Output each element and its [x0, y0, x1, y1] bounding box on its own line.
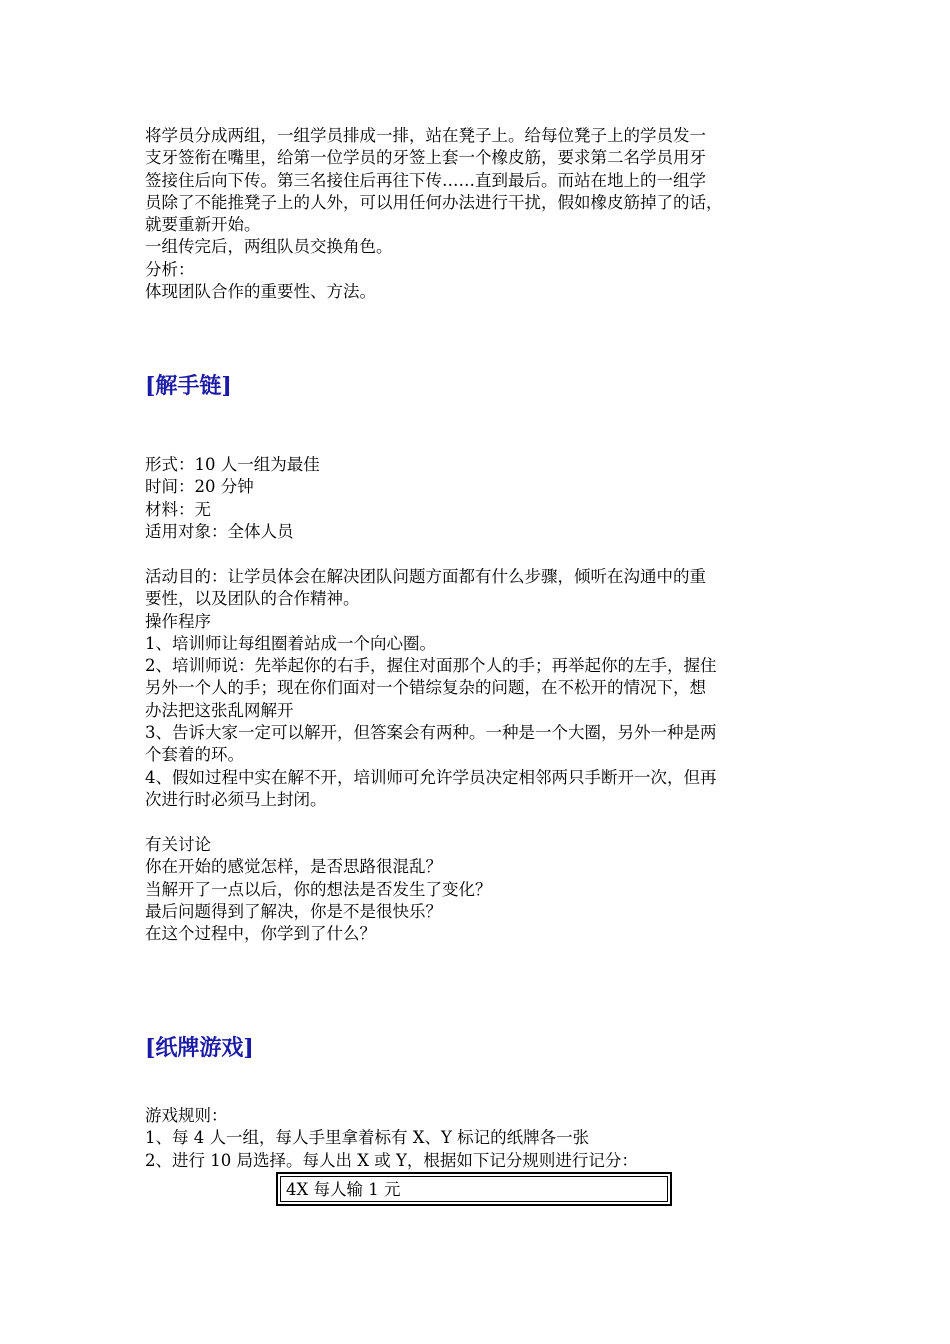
- procedure-line: 另外一个人的手；现在你们面对一个错综复杂的问题，在不松开的情况下，想: [145, 678, 706, 698]
- procedure-line: 2、培训师说：先举起你的右手，握住对面那个人的手；再举起你的左手，握住: [145, 656, 717, 676]
- rules-line: 2、进行 10 局选择。每人出 X 或 Y，根据如下记分规则进行记分：: [145, 1150, 638, 1170]
- procedure-line: 1、培训师让每组圈着站成一个向心圈。: [145, 633, 436, 653]
- procedure-line: 3、告诉大家一定可以解开，但答案会有两种。一种是一个大圈，另外一种是两: [145, 723, 717, 743]
- intro-line: 员除了不能推凳子上的人外，可以用任何办法进行干扰，假如橡皮筋掉了的话，: [145, 192, 723, 212]
- section-heading-untangle: [解手链]: [145, 373, 232, 399]
- intro-line: 分析：: [145, 259, 195, 279]
- intro-line: 就要重新开始。: [145, 215, 261, 235]
- section-heading-card-game: [纸牌游戏]: [145, 1035, 254, 1061]
- intro-line: 一组传完后，两组队员交换角色。: [145, 237, 393, 257]
- rules-line: 1、每 4 人一组，每人手里拿着标有 X、Y 标记的纸牌各一张: [145, 1128, 590, 1148]
- intro-line: 体现团队合作的重要性、方法。: [145, 282, 376, 302]
- untangle-info: [145, 454, 835, 543]
- rules-line: 游戏规则：: [145, 1106, 228, 1125]
- untangle-procedure: [145, 566, 835, 811]
- intro-line: 支牙签衔在嘴里，给第一位学员的牙签上套一个橡皮筋，要求第二名学员用牙: [145, 148, 706, 168]
- info-line: 时间：20 分钟: [145, 477, 254, 497]
- card-game-rules: [145, 1105, 835, 1172]
- score-table: [276, 1172, 672, 1206]
- info-line: 形式：10 人一组为最佳: [145, 455, 320, 474]
- procedure-line: 次进行时必须马上封闭。: [145, 789, 327, 809]
- intro-line: 签接住后向下传。第三名接住后再往下传……直到最后。而站在地上的一组学: [145, 170, 706, 190]
- procedure-line: 个套着的环。: [145, 745, 244, 765]
- procedure-line: 要性，以及团队的合作精神。: [145, 589, 360, 609]
- discussion-line: 在这个过程中，你学到了什么？: [145, 924, 376, 944]
- intro-paragraph: [145, 125, 835, 303]
- discussion-line: 有关讨论: [145, 835, 211, 854]
- procedure-line: 办法把这张乱网解开: [145, 700, 294, 720]
- score-table-cell: 4X 每人输 1 元: [280, 1176, 668, 1202]
- procedure-line: 操作程序: [145, 611, 211, 631]
- discussion-line: 当解开了一点以后，你的想法是否发生了变化？: [145, 879, 492, 899]
- info-line: 材料：无: [145, 499, 211, 519]
- intro-line: 将学员分成两组，一组学员排成一排，站在凳子上。给每位凳子上的学员发一: [145, 126, 706, 145]
- discussion-line: 最后问题得到了解决，你是不是很快乐？: [145, 901, 442, 921]
- info-line: 适用对象：全体人员: [145, 521, 294, 541]
- procedure-line: 活动目的：让学员体会在解决团队问题方面都有什么步骤，倾听在沟通中的重: [145, 567, 706, 586]
- discussion-line: 你在开始的感觉怎样，是否思路很混乱？: [145, 857, 442, 877]
- procedure-line: 4、假如过程中实在解不开，培训师可允许学员决定相邻两只手断开一次，但再: [145, 767, 717, 787]
- untangle-discussion: [145, 834, 835, 945]
